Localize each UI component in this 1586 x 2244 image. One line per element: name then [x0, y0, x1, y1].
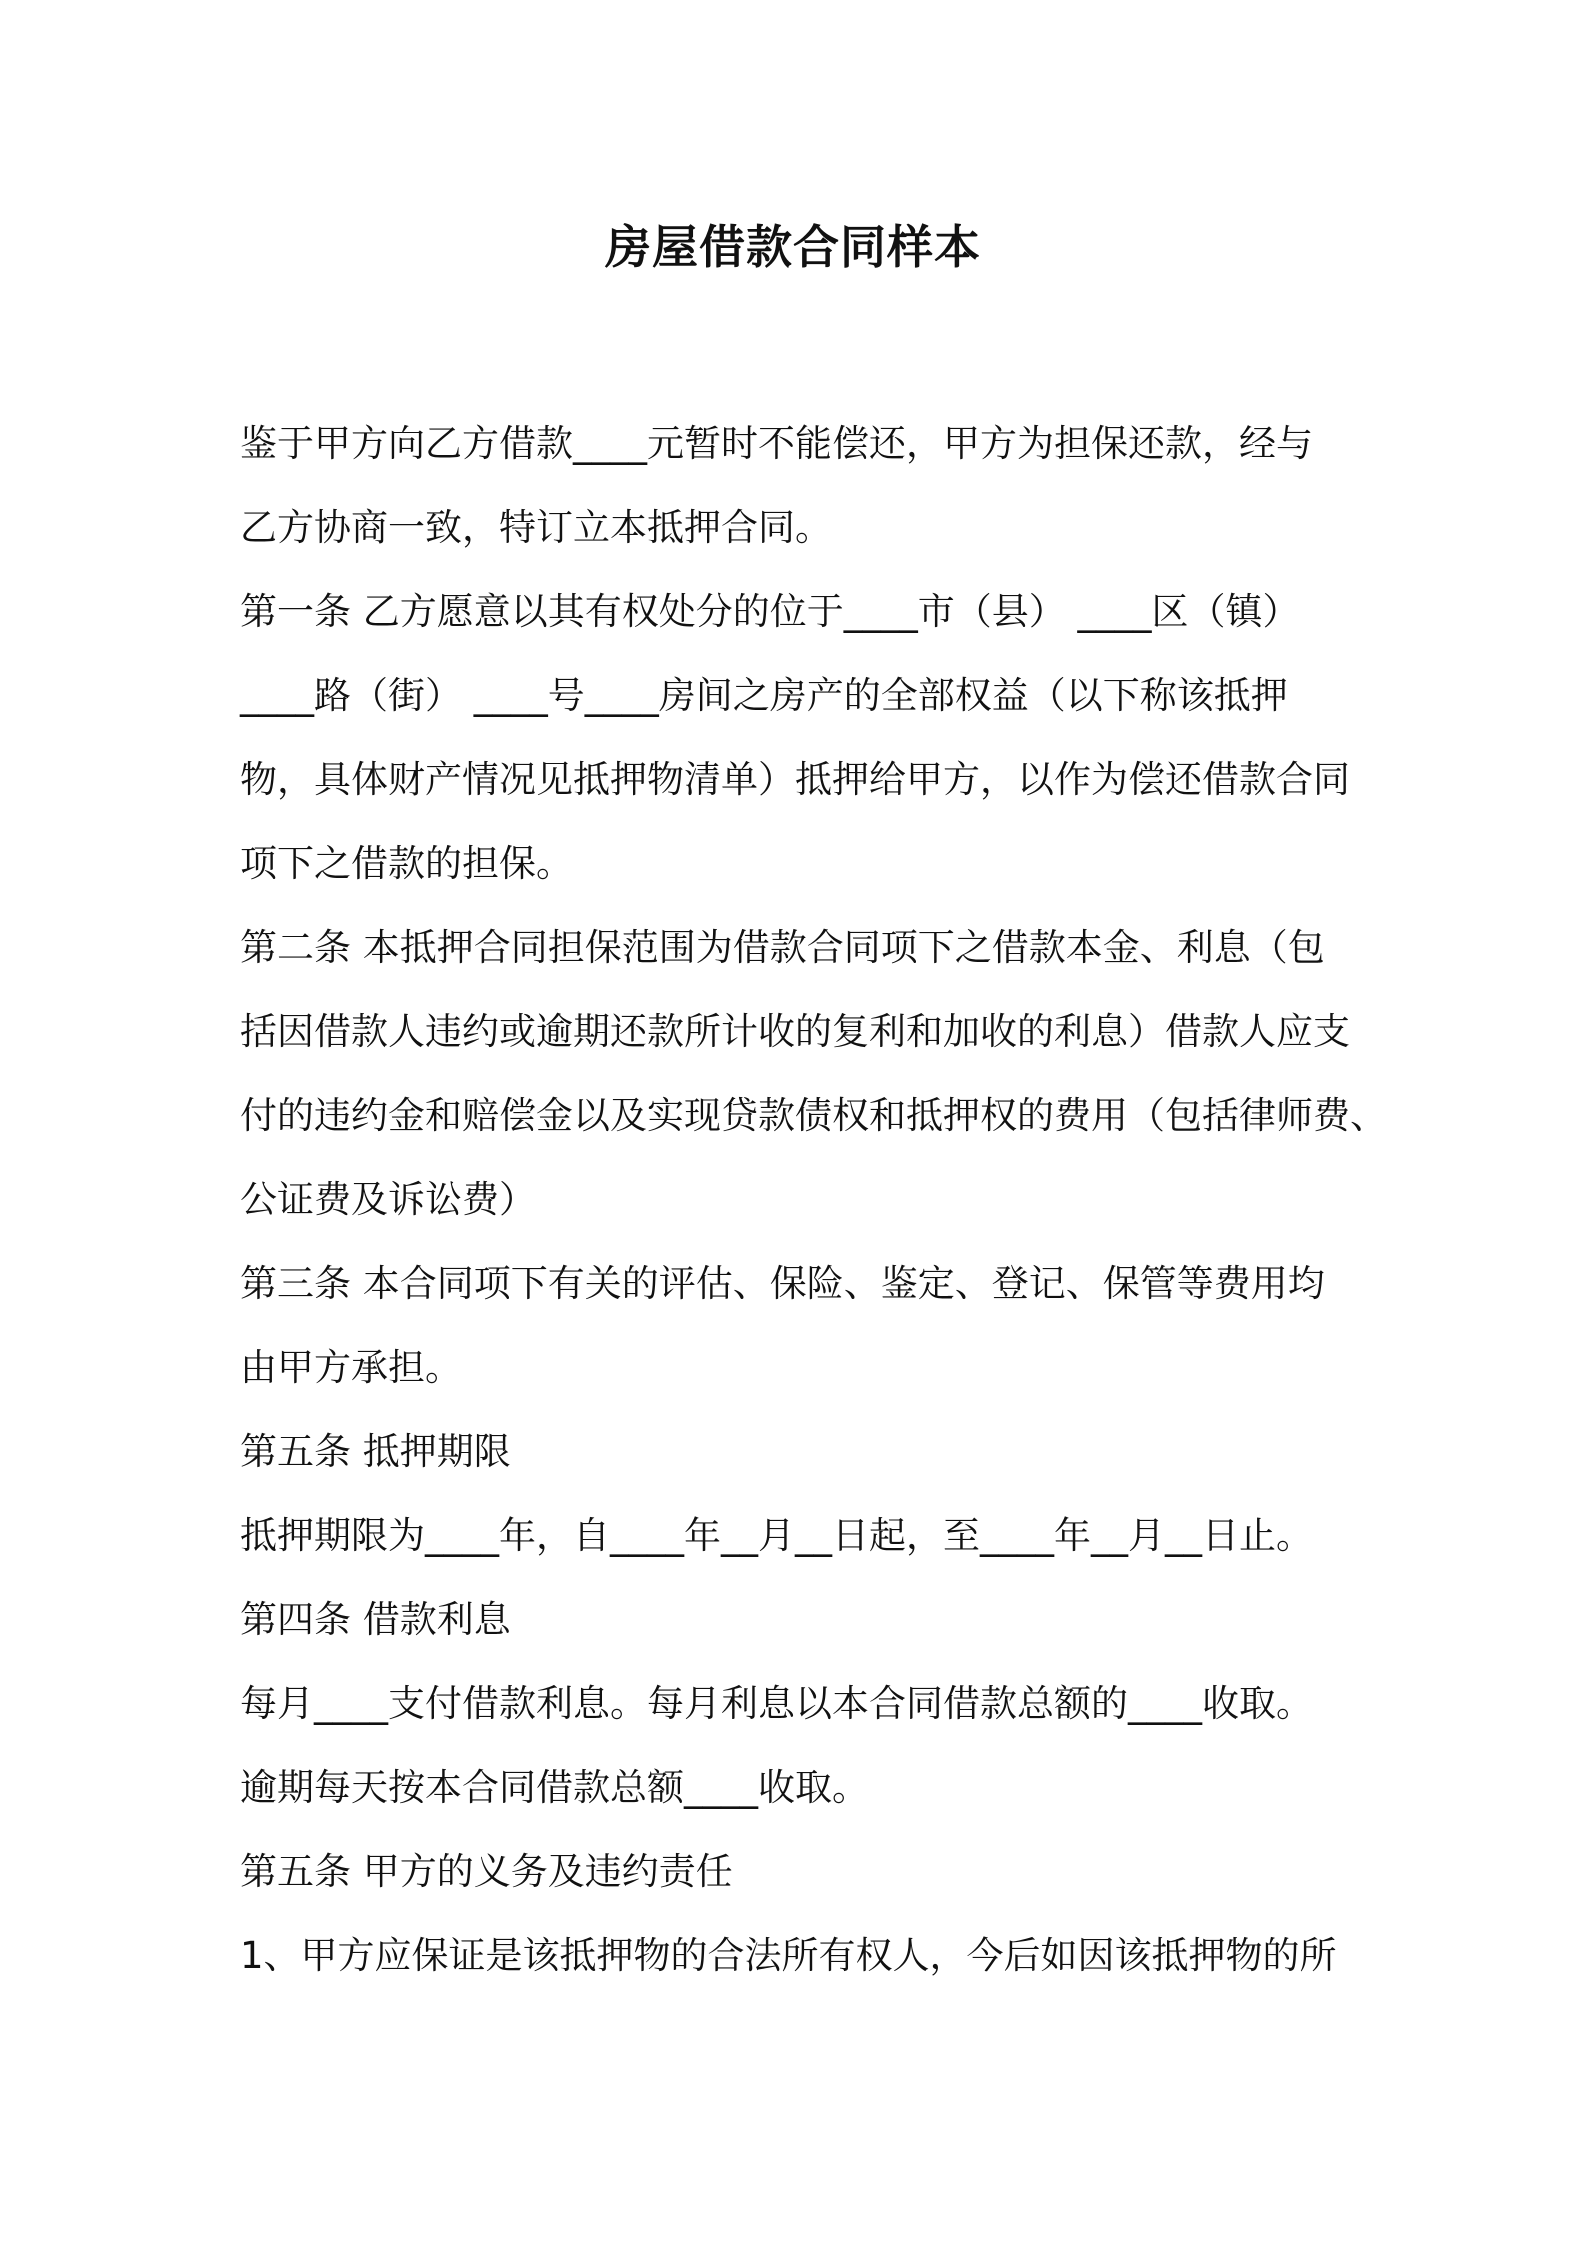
- text-line: 第三条 本合同项下有关的评估、保险、鉴定、登记、保管等费用均: [240, 1262, 1325, 1305]
- text-line: 括因借款人违约或逾期还款所计收的复利和加收的利息）借款人应支: [240, 1010, 1350, 1053]
- document-title: 房屋借款合同样本: [605, 220, 981, 274]
- text-line: 项下之借款的担保。: [240, 842, 573, 885]
- document-body: [240, 402, 1390, 1998]
- text-line: 由甲方承担。: [240, 1346, 462, 1389]
- text-line: 1、甲方应保证是该抵押物的合法所有权人，今后如因该抵押物的所: [240, 1934, 1337, 1977]
- text-line: 付的违约金和赔偿金以及实现贷款债权和抵押权的费用（包括律师费、: [240, 1094, 1387, 1137]
- text-line: 第五条 抵押期限: [240, 1430, 511, 1473]
- text-line: 鉴于甲方向乙方借款____元暂时不能偿还，甲方为担保还款，经与: [240, 422, 1313, 465]
- text-line: 每月____支付借款利息。每月利息以本合同借款总额的____收取。: [240, 1682, 1313, 1725]
- text-line: 乙方协商一致，特订立本抵押合同。: [240, 506, 832, 549]
- text-line: 第五条 甲方的义务及违约责任: [240, 1850, 733, 1893]
- text-line: 逾期每天按本合同借款总额____收取。: [240, 1766, 869, 1809]
- text-line: 第一条 乙方愿意以其有权处分的位于____市（县） ____区（镇）: [240, 590, 1300, 633]
- text-line: 第四条 借款利息: [240, 1598, 511, 1641]
- text-line: 抵押期限为____年，自____年__月__日起，至____年__月__日止。: [240, 1514, 1313, 1557]
- text-line: 第二条 本抵押合同担保范围为借款合同项下之借款本金、利息（包: [240, 926, 1325, 969]
- text-line: 物，具体财产情况见抵押物清单）抵押给甲方，以作为偿还借款合同: [240, 758, 1350, 801]
- text-line: ____路（街） ____号____房间之房产的全部权益（以下称该抵押: [240, 674, 1288, 717]
- text-line: 公证费及诉讼费）: [240, 1178, 536, 1221]
